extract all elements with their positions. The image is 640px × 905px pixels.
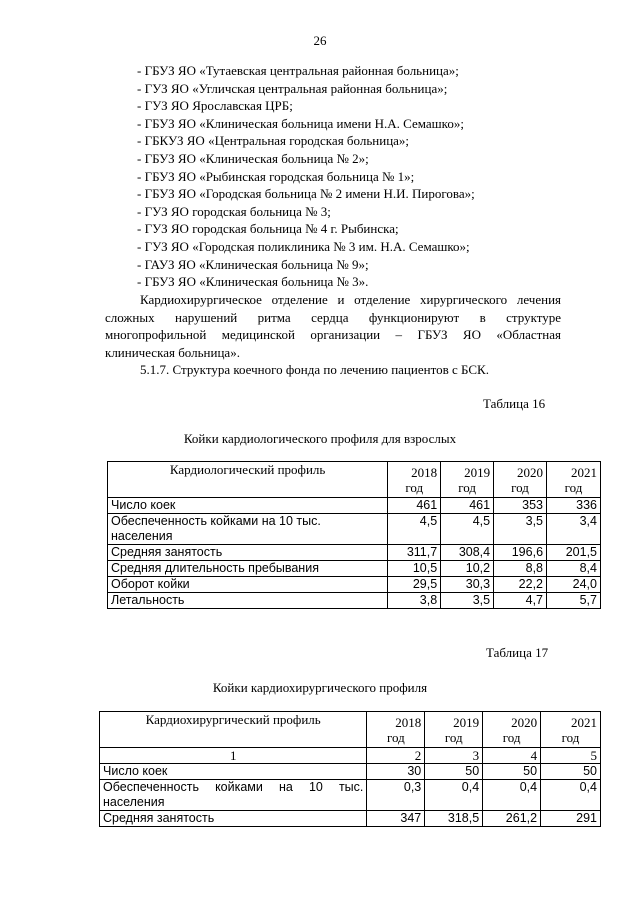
cell-value: 461 [388,498,441,514]
table17-label: Таблица 17 [486,645,549,660]
cell-value: 318,5 [425,811,483,827]
table-row [108,577,601,593]
column-header [547,462,601,498]
column-number: 4 [483,748,541,764]
cell-value: 3,5 [441,593,494,609]
year-suffix: год [458,479,476,495]
year: 2020 [517,464,544,480]
table-row [108,561,601,577]
table-row [100,780,601,811]
cell-value: 4,5 [441,514,494,545]
row-label: Обеспеченность койками на 10 тыс. населения [100,780,367,811]
row-label: Оборот койки [108,577,388,593]
list-item: - ГУЗ ЯО «Угличская центральная районная больница»; [137,80,448,96]
cell-value: 29,5 [388,577,441,593]
column-number-row [100,748,601,764]
table-header-row [100,712,601,748]
column-number: 5 [541,748,601,764]
cell-value: 50 [425,764,483,780]
column-header [388,462,441,498]
list-item: - ГУЗ ЯО Ярославская ЦРБ; [137,98,293,114]
list-item: - ГУЗ ЯО городская больница № 3; [137,203,331,219]
cell-value: 22,2 [494,577,547,593]
row-label: Обеспеченность койками на 10 тыс. населения [108,514,388,545]
cell-value: 201,5 [547,545,601,561]
row-label: Число коек [108,498,388,514]
cell-value: 30,3 [441,577,494,593]
column-header [494,462,547,498]
table-row [100,764,601,780]
year-suffix: год [405,479,424,495]
column-number: 2 [367,748,425,764]
cell-value: 50 [483,764,541,780]
year: 2021 [571,714,597,730]
cell-value: 3,5 [494,514,547,545]
table-row [108,593,601,609]
year: 2019 [464,464,491,480]
list-item: - ГБУЗ ЯО «Клиническая больница № 2»; [137,150,369,166]
cell-value: 353 [494,498,547,514]
row-label: Средняя длительность пребывания [108,561,388,577]
cell-value: 4,7 [494,593,547,609]
column-header [425,712,483,748]
year-suffix: год [561,729,580,745]
section-heading: 5.1.7. Структура коечного фонда по лечению пациентов с БСК. [140,362,489,377]
year-suffix: год [444,729,463,745]
table-row [108,498,601,514]
year-suffix: год [564,479,583,495]
year: 2020 [511,714,538,730]
column-header [367,712,425,748]
list-item: - ГУЗ ЯО городская больница № 4 г. Рыбинска; [137,221,399,237]
year-suffix: год [386,729,405,745]
list-item: - ГБУЗ ЯО «Клиническая больница имени Н.А. Семашко»; [137,115,464,131]
cell-value: 308,4 [441,545,494,561]
hospital-list [137,62,475,291]
cell-value: 24,0 [547,577,601,593]
table16-caption: Койки кардиологического профиля для взрослых [183,431,457,446]
list-item: - ГАУЗ ЯО «Клиническая больница № 9»; [137,256,369,272]
column-header: Кардиохирургический профиль [100,712,367,748]
column-header: Кардиологический профиль [108,462,388,498]
cell-value: 3,8 [388,593,441,609]
cell-value: 8,4 [547,561,601,577]
row-label: Средняя занятость [108,545,388,561]
column-header [441,462,494,498]
list-item: - ГУЗ ЯО «Городская поликлиника № 3 им. Н.А. Семашко»; [137,238,470,254]
cell-value: 0,4 [483,780,541,811]
list-item: - ГБУЗ ЯО «Клиническая больница № 3». [137,274,369,290]
cell-value: 0,4 [425,780,483,811]
year-suffix: год [502,729,521,745]
row-label: Средняя занятость [100,811,367,827]
cell-value: 0,3 [367,780,425,811]
cell-value: 336 [547,498,601,514]
cell-value: 311,7 [388,545,441,561]
cell-value: 347 [367,811,425,827]
year: 2018 [395,714,422,730]
table-row [100,811,601,827]
year-suffix: год [511,479,529,495]
row-label: Летальность [108,593,388,609]
table16-label: Таблица 16 [483,396,546,411]
table-row [108,514,601,545]
table17-caption: Койки кардиохирургического профиля [212,680,428,695]
list-item: - ГБКУЗ ЯО «Центральная городская больница»; [137,133,410,149]
column-number: 1 [100,748,367,764]
cell-value: 30 [367,764,425,780]
list-item: - ГБУЗ ЯО «Тутаевская центральная районная больница»; [137,63,459,78]
table17 [99,711,601,827]
year: 2019 [453,714,480,730]
cell-value: 3,4 [547,514,601,545]
cell-value: 5,7 [547,593,601,609]
page-number: 26 [313,33,327,48]
cell-value: 8,8 [494,561,547,577]
table-row [108,545,601,561]
cell-value: 291 [541,811,601,827]
cell-value: 196,6 [494,545,547,561]
table16 [107,461,601,609]
cell-value: 461 [441,498,494,514]
cell-value: 10,5 [388,561,441,577]
year: 2018 [411,464,438,480]
list-item: - ГБУЗ ЯО «Городская больница № 2 имени Н.И. Пирогова»; [137,186,475,202]
cell-value: 261,2 [483,811,541,827]
column-header [541,712,601,748]
cardiosurgery-paragraph: Кардиохирургическое отделение и отделение хирургического лечения сложных нарушений ритма сердца функционируют в структуре многопрофильной медицинской организации – ГБУЗ ЯО «Областная клиническая больница». [105,292,561,360]
cell-value: 50 [541,764,601,780]
cell-value: 10,2 [441,561,494,577]
year: 2021 [571,464,597,480]
column-header [483,712,541,748]
column-number: 3 [425,748,483,764]
list-item: - ГБУЗ ЯО «Рыбинская городская больница № 1»; [137,168,415,184]
table-header-row [108,462,601,498]
cell-value: 4,5 [388,514,441,545]
cell-value: 0,4 [541,780,601,811]
row-label: Число коек [100,764,367,780]
